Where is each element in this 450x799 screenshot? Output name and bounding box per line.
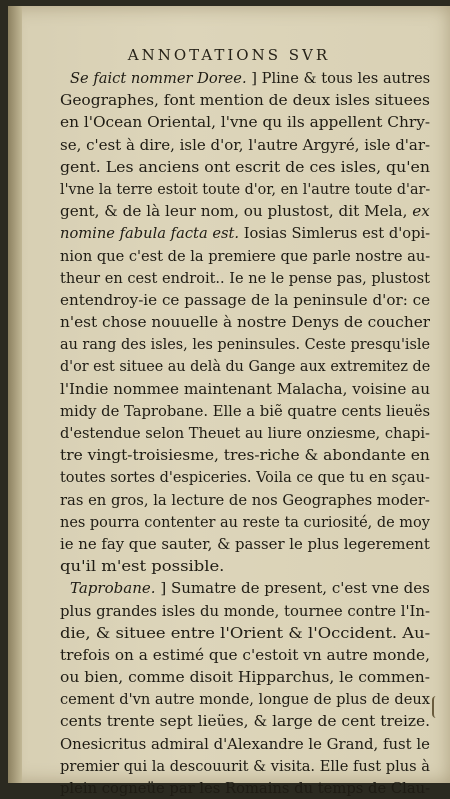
text-line — [60, 67, 430, 89]
text-line — [60, 666, 430, 688]
text-segment: nes pourra contenter au reste ta curiosité, de moy — [60, 512, 430, 531]
text-line — [60, 644, 430, 666]
text-segment: Geographes, font mention de deux isles situees — [60, 91, 430, 110]
text-line — [60, 489, 430, 511]
text-segment: en l'Ocean Oriental, l'vne qu ils appellent Chry- — [60, 113, 430, 132]
text-line — [60, 222, 430, 244]
text-segment: n'est chose nouuelle à nostre Denys de coucher — [60, 313, 430, 332]
text-line — [60, 267, 430, 289]
text-segment: ou bien, comme disoit Hipparchus, le commen- — [60, 668, 430, 687]
text-segment: Iosias Simlerus est d'opi- — [239, 224, 430, 243]
italic-text: nomine fabula facta est. — [60, 224, 240, 243]
text-line — [60, 89, 430, 111]
text-line — [60, 200, 430, 222]
text-segment: premier qui la descouurit & visita. Elle fust plus à — [60, 756, 430, 775]
running-head: ANNOTATIONS SVR — [127, 46, 331, 64]
text-line — [60, 378, 430, 400]
italic-text: Se faict nommer Doree. — [70, 69, 247, 87]
text-line — [60, 422, 430, 444]
text-segment: ] Pline & tous les autres — [246, 69, 430, 87]
text-line — [60, 511, 430, 533]
text-line — [60, 134, 430, 156]
text-line — [60, 755, 430, 777]
text-line — [60, 466, 430, 488]
text-segment: ie ne fay que sauter, & passer le plus legerement — [60, 534, 430, 553]
text-segment: d'or est situee au delà du Gange aux extremitez de — [60, 357, 430, 376]
text-segment: plus grandes isles du monde, tournee contre l'In- — [60, 601, 430, 620]
text-segment: cents trente sept lieües, & large de cent treize. — [60, 712, 430, 731]
text-segment: se, c'est à dire, isle d'or, l'autre Argyré, isle d'ar- — [60, 135, 430, 154]
text-line — [60, 555, 430, 577]
text-segment: gent. Les anciens ont escrit de ces isles, qu'en — [60, 157, 430, 176]
text-segment: toutes sortes d'espiceries. Voila ce que tu en sçau- — [60, 468, 430, 487]
text-segment: l'vne la terre estoit toute d'or, en l'autre toute d'ar- — [60, 179, 430, 198]
text-line — [60, 733, 430, 755]
text-segment: qu'il m'est possible. — [60, 557, 225, 576]
text-segment: gent, & de là leur nom, ou plustost, dit Mela, — [60, 202, 413, 221]
text-line — [60, 355, 430, 377]
text-segment: tre vingt-troisiesme, tres-riche & abondante en — [60, 446, 430, 465]
text-line — [60, 533, 430, 555]
text-segment: trefois on a estimé que c'estoit vn autre monde, — [60, 645, 430, 664]
body-text — [60, 67, 430, 799]
text-segment: cement d'vn autre monde, longue de plus de deux — [60, 690, 430, 709]
text-segment: ] Sumatre de present, c'est vne des — [155, 579, 430, 598]
text-segment: theur en cest endroit.. Ie ne le pense pas, plustost — [60, 268, 430, 287]
text-segment: au rang des isles, les peninsules. Ceste presqu'isle — [60, 335, 430, 354]
text-line — [60, 577, 430, 599]
text-segment: midy de Taprobane. Elle a biẽ quatre cents lieuës — [60, 401, 430, 420]
text-line — [60, 600, 430, 622]
text-segment: Onesicritus admiral d'Alexandre le Grand, fust le — [60, 734, 430, 753]
text-line — [60, 622, 430, 644]
text-line — [60, 688, 430, 710]
text-segment: ras en gros, la lecture de nos Geographes moder- — [60, 490, 430, 509]
text-segment: l'Indie nommee maintenant Malacha, voisine au — [60, 379, 430, 398]
text-line — [60, 444, 430, 466]
text-line — [60, 178, 430, 200]
text-line — [60, 333, 430, 355]
text-segment: die, & situee entre l'Orient & l'Occident. Au- — [60, 623, 430, 642]
text-line — [60, 400, 430, 422]
text-line — [60, 710, 430, 732]
italic-text: ex — [412, 202, 430, 221]
book-page — [8, 6, 450, 797]
text-line — [60, 111, 430, 133]
text-segment: plein cogneüe par les Romains du temps de Clau- — [60, 779, 430, 797]
text-line — [60, 289, 430, 311]
text-segment: d'estendue selon Theuet au liure onziesme, chapi- — [60, 424, 430, 442]
text-line — [60, 245, 430, 267]
text-line — [60, 311, 430, 333]
text-line — [60, 156, 430, 178]
italic-text: Taprobane. — [70, 579, 156, 598]
text-segment: entendroy-ie ce passage de la peninsule d'or: ce — [60, 290, 430, 309]
text-line — [60, 777, 430, 799]
margin-pencil-mark — [432, 696, 440, 718]
text-segment: nion que c'est de la premiere que parle nostre au- — [60, 246, 430, 265]
page-gutter — [8, 6, 22, 783]
